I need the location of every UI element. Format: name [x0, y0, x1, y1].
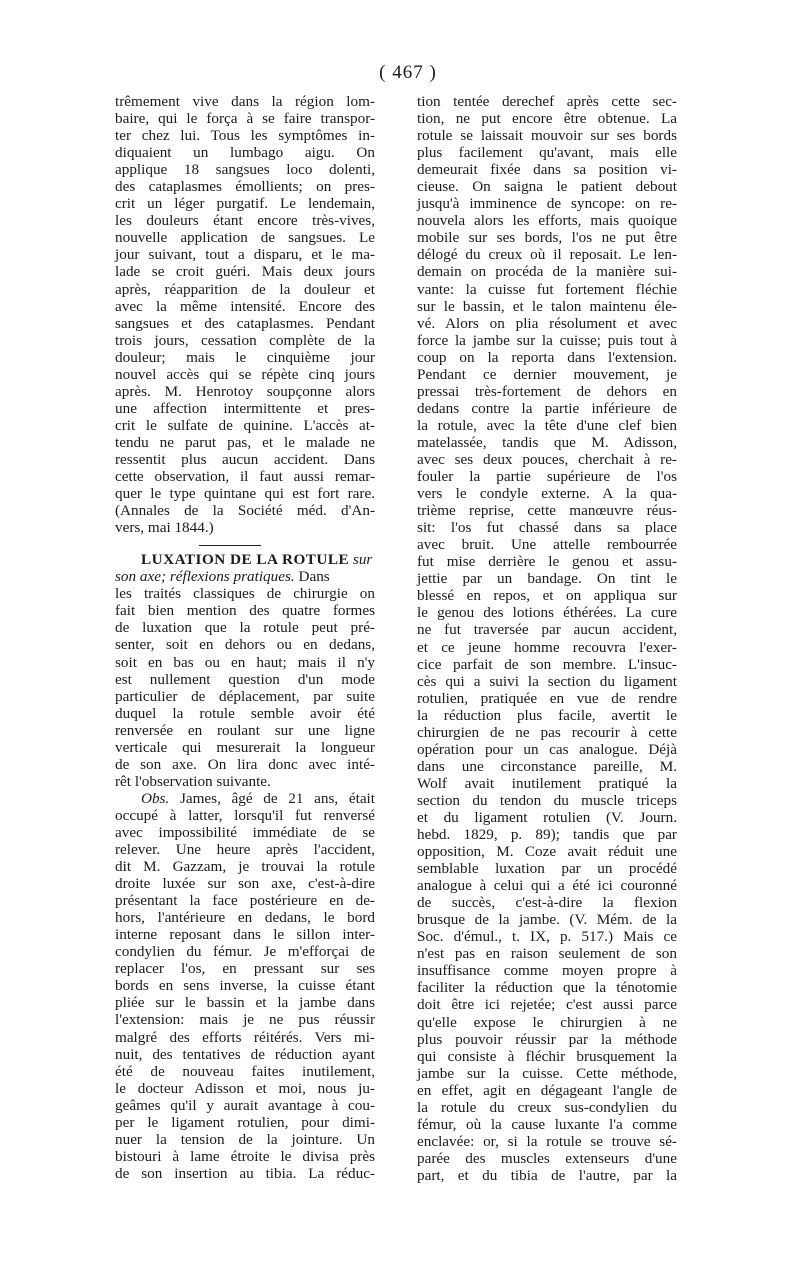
text-line: opération pour un cas analogue. Déjà [417, 740, 677, 758]
text-line: ressentit plus aucun accident. Dans [115, 450, 375, 468]
text-line: diquaient un lumbago aigu. On [115, 144, 375, 162]
text-line: Pendant ce dernier mouvement, je [417, 365, 677, 383]
section-subtitle: sur son axe; réflexions pratiques. [115, 551, 373, 586]
text-line: senter, soit en dehors ou en dedans, [115, 636, 375, 654]
text-line: lade se croit guéri. Mais deux jours [115, 263, 375, 281]
section-heading [115, 551, 375, 585]
text-line: jambe sur la cuisse. Cette méthode, [417, 1064, 677, 1082]
text-line: particulier de déplacement, par suite [115, 687, 375, 705]
text-line: blessé en repos, et on appliqua sur [417, 587, 677, 605]
text-line: hors, l'antérieure en dedans, le bord [115, 909, 375, 927]
text-line: cieuse. On saigna le patient debout [417, 178, 677, 196]
text-line: tion, ne put encore être obtenue. La [417, 110, 677, 128]
text-line: cès qui a suivi la section du ligament [417, 672, 677, 690]
text-line: bistouri à lame étroite le divisa près [115, 1147, 375, 1165]
text-line: présentant la face postérieure en de- [115, 892, 375, 910]
text-line: parée des muscles extenseurs d'une [417, 1149, 677, 1167]
text-line: Soc. d'émul., t. IX, p. 517.) Mais ce [417, 928, 677, 946]
paragraph-start: Dans [298, 568, 330, 586]
text-line: baire, qui le força à se faire transpor- [115, 110, 375, 128]
text-line: avec bruit. Une attelle rembourrée [417, 536, 677, 554]
text-line: cice parfait de son membre. L'insuc- [417, 655, 677, 673]
text-line: après, réapparition de la douleur et [115, 280, 375, 298]
text-line: faciliter la réduction que la ténotomie [417, 979, 677, 997]
text-line: ne fut traversée par aucun accident, [417, 621, 677, 639]
text-line: la rotule, avec la tête d'une clef bien [417, 416, 677, 434]
text-line: jusqu'à imminence de syncope: on re- [417, 195, 677, 213]
text-line: interne reposant dans le sillon inter- [115, 926, 375, 944]
text-line: et ce jeune homme recouvra l'exer- [417, 638, 677, 656]
text-line: dedans contre la partie inférieure de [417, 399, 677, 417]
text-line: soit en bas ou en haut; mais il n'y [115, 653, 375, 671]
text-line: nuit, des tentatives de réduction ayant [115, 1045, 375, 1063]
text-line: des cataplasmes émollients; on pres- [115, 178, 375, 196]
text-line: doit être ici rejetée; c'est aussi parce [417, 996, 677, 1014]
text-line: nuer la tension de la jointure. Un [115, 1130, 375, 1148]
text-line: rotulien, pratiquée en vue de rendre [417, 689, 677, 707]
text-line: vante: la cuisse fut fortement fléchie [417, 280, 677, 298]
text-line: verticale qui mesurerait la longueur [115, 738, 375, 756]
text-line: l'extension: mais je ne pus réussir [115, 1011, 375, 1029]
text-line: semblable luxation par un procédé [417, 860, 677, 878]
text-line: sur le bassin, et le talon maintenu éle- [417, 297, 677, 315]
text-line: plus facilement qu'avant, mais elle [417, 144, 677, 162]
text-line: demeurait fixée dans sa position vi- [417, 161, 677, 179]
text-line: Wolf avait inutilement pratiqué la [417, 774, 677, 792]
text-line: et du ligament rotulien (V. Journ. [417, 808, 677, 826]
text-line: la réduction plus facile, avertit le [417, 706, 677, 724]
text-line: insuffisance comme moyen propre à [417, 962, 677, 980]
text-line: section du tendon du muscle triceps [417, 791, 677, 809]
text-line: jettie par un bandage. On tint le [417, 570, 677, 588]
paragraph-introduction [115, 585, 375, 790]
text-line: fouler la partie supérieure de l'os [417, 468, 677, 486]
text-line: per le ligament rotulien, pour dimi- [115, 1113, 375, 1131]
text-line: la rotule du creux sus-condylien du [417, 1098, 677, 1116]
right-column [417, 93, 677, 1184]
text-line: analogue à celui qui a été ici couronné [417, 877, 677, 895]
text-line: n'est pas en raison seulement de son [417, 945, 677, 963]
text-line: qu'elle expose le chirurgien à ne [417, 1013, 677, 1031]
text-line: avec la même intensité. Encore des [115, 297, 375, 315]
section-title: LUXATION DE LA ROTULE [141, 551, 350, 569]
page-number: ( 467 ) [379, 62, 437, 83]
section-divider [199, 545, 261, 546]
text-line: bords en sens inverse, la cuisse étant [115, 977, 375, 995]
text-line: sit: l'os fut chassé dans sa place [417, 519, 677, 537]
text-line: de son axe. On lira donc avec inté- [115, 755, 375, 773]
text-line: fémur, où la cause luxante l'a comme [417, 1115, 677, 1133]
text-line: nouvela alors les efforts, mais quoique [417, 212, 677, 230]
text-line: duquel la rotule semble avoir été [115, 704, 375, 722]
text-line: de succès, c'est-à-dire la flexion [417, 894, 677, 912]
text-line: le docteur Adisson et moi, nous ju- [115, 1079, 375, 1097]
text-line: après. M. Henrotoy soupçonne alors [115, 382, 375, 400]
text-line: sangsues et des cataplasmes. Pendant [115, 314, 375, 332]
text-line: vers le condyle externe. A la qua- [417, 485, 677, 503]
text-line: force la jambe sur la cuisse; puis tout à [417, 331, 677, 349]
text-line: nouvelle application de sangsues. Le [115, 229, 375, 247]
text-line: les douleurs étant encore très-vives, [115, 212, 375, 230]
paragraph-lumbago-case [115, 93, 375, 536]
text-line: rotule se laissait mouvoir sur ses bords [417, 127, 677, 145]
text-line: plus pouvoir réussir par la méthode [417, 1030, 677, 1048]
text-line: crit un léger purgatif. Le lendemain, [115, 195, 375, 213]
paragraph-observation: Obs. James, âgé de 21 ans, était occupé à latter, lorsqu'il fut renversé avec impossibilité immédiate de se relever. Une heure après l'accident, dit M. Gazzam, je trouvai la rotule droite luxée sur son axe, c'est-à-dire présentant la face postérieure en de- hors, l'antérieure en dedans, le bord interne reposant dans le sillon inter- condylien du fémur. Je m'efforçai de replacer l'os, en pressant sur ses bords en sens inverse, la cuisse étant pliée sur le bassin et la jambe dans l'extension: mais je ne pus réussir malgré des efforts réitérés. Vers mi- nuit, des tentatives de réduction ayant été de nouveau faites inutilement, le docteur Adisson et moi, nous ju- geâmes qu'il y aurait avantage à cou- per le ligament rotulien, pour dimi- nuer la tension de la jointure. Un bistouri à lame étroite le divisa près de son insertion au tibia. La réduc- [115, 789, 375, 1182]
text-line: condylien du fémur. Je m'efforçai de [115, 943, 375, 961]
text-line: mobile sur ses bords, l'os ne put être [417, 229, 677, 247]
left-column [115, 93, 375, 1182]
text-line: rêt l'observation suivante. [115, 772, 271, 790]
text-line: pliée sur le bassin et la jambe dans [115, 994, 375, 1012]
text-line: délogé du creux où il reposait. Le len- [417, 246, 677, 264]
text-line: relever. Une heure après l'accident, [115, 841, 375, 859]
text-line: dans une circonstance pareille, M. [417, 757, 677, 775]
text-line: chirurgien de ne pas recourir à cette [417, 723, 677, 741]
text-line: geâmes qu'il y aurait avantage à cou- [115, 1096, 375, 1114]
text-line: occupé à latter, lorsqu'il fut renversé [115, 806, 375, 824]
text-line: enclavée: or, si la rotule se trouve sé- [417, 1132, 677, 1150]
text-line: vers, mai 1844.) [115, 519, 214, 537]
text-line: trois jours, cessation complète de la [115, 331, 375, 349]
text-line: le genou des lotions éthérées. La cure [417, 604, 677, 622]
text-line: applique 18 sangsues loco dolenti, [115, 161, 375, 179]
text-line: (Annales de la Société méd. d'An- [115, 502, 375, 520]
text-line: crit le sulfate de quinine. L'accès at- [115, 416, 375, 434]
text-line: vé. Alors on plia résolument et avec [417, 314, 677, 332]
text-line: de luxation que la rotule peut pré- [115, 619, 375, 637]
text-line: été de nouveau faites inutilement, [115, 1062, 375, 1080]
text-line: tion tentée derechef après cette sec- [417, 93, 677, 110]
text-line: en effet, agit en dégageant l'angle de [417, 1081, 677, 1099]
text-line: jour suivant, tout a disparu, et le ma- [115, 246, 375, 264]
text-line: fait bien mention des quatre formes [115, 602, 375, 620]
text-line: nouvel accès qui se répète cinq jours [115, 365, 375, 383]
text-line: renversée en roulant sur une ligne [115, 721, 375, 739]
text-line: quer le type quintane qui est fort rare. [115, 485, 375, 503]
text-line: opposition, M. Coze avait réduit une [417, 843, 677, 861]
text-line: trêmement vive dans la région lom- [115, 93, 375, 110]
text-line: ter chez lui. Tous les symptômes in- [115, 127, 375, 145]
text-line: les traités classiques de chirurgie on [115, 585, 375, 603]
text-line: de son insertion au tibia. La réduc- [115, 1164, 375, 1182]
text-line: trième reprise, cette manœuvre réus- [417, 502, 677, 520]
text-line: avec impossibilité immédiate de se [115, 823, 375, 841]
text-line: avec ses deux pouces, cherchait à re- [417, 450, 677, 468]
text-line: fut mise derrière le genou et assu- [417, 553, 677, 571]
text-line: une affection intermittente et pres- [115, 399, 375, 417]
obs-label: Obs. [141, 789, 170, 807]
text-line: dit M. Gazzam, je trouvai la rotule [115, 858, 375, 876]
text-line: replacer l'os, en pressant sur ses [115, 960, 375, 978]
text-line: brusque de la jambe. (V. Mém. de la [417, 911, 677, 929]
text-line: tendu ne parut pas, et le malade ne [115, 433, 375, 451]
text-line: qui consiste à fléchir brusquement la [417, 1047, 677, 1065]
text-line: coup on la reporta dans l'extension. [417, 348, 677, 366]
text-line: part, et du tibia de l'autre, par la [417, 1166, 677, 1184]
text-line: demain on procéda de la manière sui- [417, 263, 677, 281]
text-line: est nullement question d'un mode [115, 670, 375, 688]
text-line: hebd. 1829, p. 89); tandis que par [417, 826, 677, 844]
text-line: douleur; mais le cinquième jour [115, 348, 375, 366]
text-line: cette observation, il faut aussi remar- [115, 468, 375, 486]
text-line: matelassée, tandis que M. Adisson, [417, 433, 677, 451]
text-line: malgré des efforts réitérés. Vers mi- [115, 1028, 375, 1046]
text-line: pressai très-fortement de dehors en [417, 382, 677, 400]
text-line: droite luxée sur son axe, c'est-à-dire [115, 875, 375, 893]
